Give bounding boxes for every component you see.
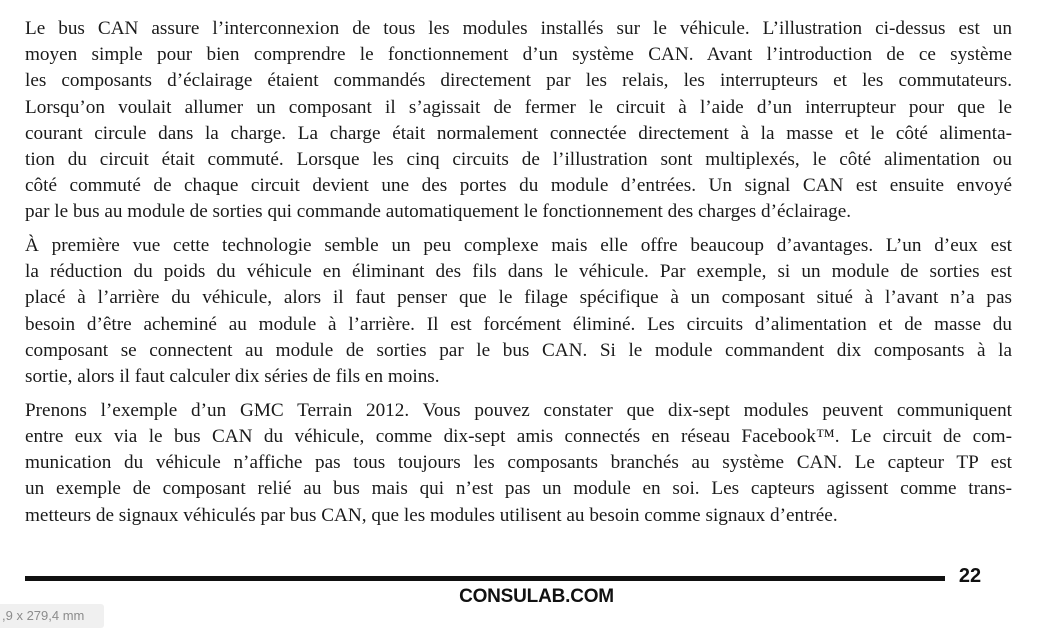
page-size-indicator: ,9 x 279,4 mm — [0, 604, 104, 628]
paragraph-gmc-example — [25, 398, 1012, 529]
text-line: un exemple de composant relié au bus mais qui n’est pas un module en soi. Les capteurs agissent comme trans- — [25, 478, 1012, 500]
body-text — [25, 16, 1012, 536]
paragraph-can-intro — [25, 16, 1012, 226]
text-line: composant se connectent au module de sorties par le bus CAN. Si le module commandent dix composants à la — [25, 339, 1012, 361]
text-line: Prenons l’exemple d’un GMC Terrain 2012. Vous pouvez constater que dix-sept modules peuvent communiquent — [25, 399, 1012, 421]
text-line: metteurs de signaux véhiculés par bus CAN, que les modules utilisent au besoin comme signaux d’entrée. — [25, 504, 838, 526]
text-line: munication du véhicule n’affiche pas tous toujours les composants branchés au système CAN. Le capteur TP est — [25, 452, 1012, 474]
text-line: entre eux via le bus CAN du véhicule, comme dix-sept amis connectés en réseau Facebook™. Le circuit de com- — [25, 426, 1012, 447]
text-line: les composants d’éclairage étaient commandés directement par les relais, les interrupteurs et les commutateurs. — [25, 70, 1012, 92]
footer-site: CONSULAB.COM — [459, 586, 614, 607]
text-line: courant circule dans la charge. La charge était normalement connectée directement à la masse et le côté alimenta- — [25, 122, 1012, 144]
page-number: 22 — [958, 565, 982, 587]
text-line: besoin d’être acheminé au module à l’arrière. Il est forcément éliminé. Les circuits d’alimentation et de masse du — [25, 313, 1012, 335]
text-line: Lorsqu’on voulait allumer un composant il s’agissait de fermer le circuit à l’aide d’un interrupteur pour que le — [25, 96, 1012, 118]
text-line: placé à l’arrière du véhicule, alors il faut penser que le filage spécifique à un composant situé à l’avant n’a pas — [25, 287, 1012, 309]
text-line: la réduction du poids du véhicule en éliminant des fils dans le véhicule. Par exemple, si un module de sorties est — [25, 261, 1012, 283]
text-line: tion du circuit était commuté. Lorsque les cinq circuits de l’illustration sont multiplexés, le côté alimentation ou — [25, 148, 1012, 170]
text-line: À première vue cette technologie semble un peu complexe mais elle offre beaucoup d’avantages. L’un d’eux est — [25, 235, 1012, 257]
text-line: côté commuté de chaque circuit devient une des portes du module d’entrées. Un signal CAN est ensuite envoyé — [25, 175, 1012, 197]
paragraph-advantages — [25, 233, 1012, 390]
text-line: sortie, alors il faut calculer dix séries de fils en moins. — [25, 366, 440, 388]
text-line: par le bus au module de sorties qui commande automatiquement le fonctionnement des charges d’éclairage. — [25, 201, 852, 223]
footer-rule — [25, 576, 945, 581]
text-line: Le bus CAN assure l’interconnexion de tous les modules installés sur le véhicule. L’illustration ci-dessus est un — [25, 18, 1012, 39]
text-line: moyen simple pour bien comprendre le fonctionnement d’un système CAN. Avant l’introduction de ce système — [25, 44, 1012, 66]
